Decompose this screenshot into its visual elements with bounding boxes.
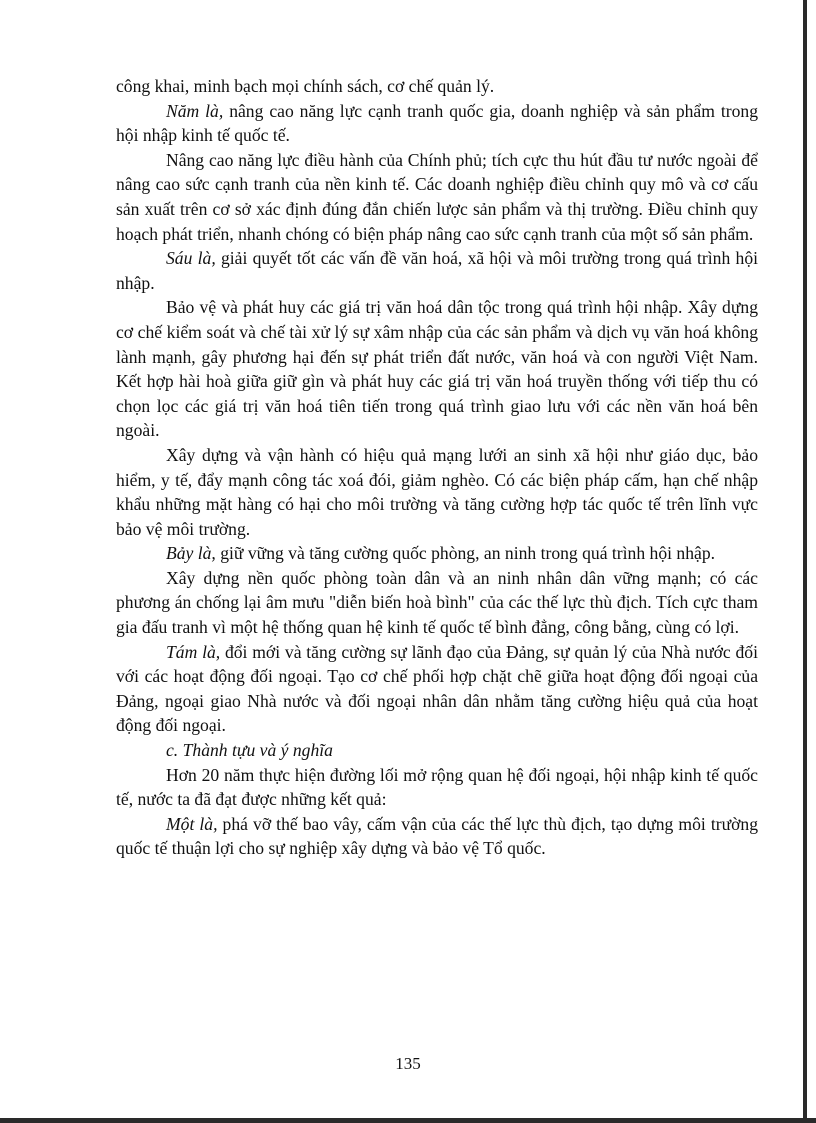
page-border-bottom: [0, 1118, 816, 1123]
paragraph: [116, 640, 758, 738]
paragraph-text: giải quyết tốt các vấn đề văn hoá, xã hội và môi trường trong quá trình hội nhập.: [116, 248, 758, 293]
page-number: 135: [395, 1054, 421, 1073]
paragraph-text: Hơn 20 năm thực hiện đường lối mở rộng quan hệ đối ngoại, hội nhập kinh tế quốc tế, nước ta đã đạt được những kết quả:: [116, 764, 758, 810]
paragraph-text: nâng cao năng lực cạnh tranh quốc gia, doanh nghiệp và sản phẩm trong hội nhập kinh tế quốc tế.: [116, 100, 758, 146]
paragraph-text: công khai, minh bạch mọi chính sách, cơ chế quản lý.: [116, 76, 495, 96]
page-border-right: [803, 0, 807, 1123]
paragraph: [116, 295, 758, 443]
paragraph: [116, 812, 758, 861]
paragraph-text: giữ vững và tăng cường quốc phòng, an ninh trong quá trình hội nhập.: [215, 543, 716, 564]
paragraph-text: đổi mới và tăng cường sự lãnh đạo của Đảng, sự quản lý của Nhà nước đối với các hoạt động đối ngoại. Tạo cơ chế phối hợp chặt chẽ giữa hoạt động đối ngoại của Đảng, ngoại giao Nhà nước và đối ngoại nhân dân nhằm tăng cường hiệu quả của hoạt động đối ngoại.: [116, 641, 758, 736]
document-body: [116, 74, 758, 861]
paragraph: [116, 74, 758, 99]
paragraph-lead: c. Thành tựu và ý nghĩa: [166, 740, 333, 761]
paragraph: [116, 763, 758, 812]
paragraph-text: Xây dựng và vận hành có hiệu quả mạng lưới an sinh xã hội như giáo dục, bảo hiểm, y tế, đẩy mạnh công tác xoá đói, giảm nghèo. Có các biện pháp cấm, hạn chế nhập khẩu những mặt hàng có hại cho môi trường và tăng cường hợp tác quốc tế trên lĩnh vực bảo vệ môi trường.: [116, 444, 758, 539]
paragraph-text: Nâng cao năng lực điều hành của Chính phủ; tích cực thu hút đầu tư nước ngoài để nâng cao sức cạnh tranh của nền kinh tế. Các doanh nghiệp điều chỉnh quy mô và cơ cấu sản xuất trên cơ sở xác định đúng đắn chiến lược sản phẩm và thị trường. Điều chỉnh quy hoạch phát triển, nhanh chóng có biện pháp nâng cao sức cạnh tranh của một số sản phẩm.: [116, 149, 758, 244]
paragraph: [116, 738, 758, 763]
paragraph-lead: Sáu là,: [166, 248, 216, 269]
paragraph-text: phá vỡ thế bao vây, cấm vận của các thế lực thù địch, tạo dựng môi trường quốc tế thuận lợi cho sự nghiệp xây dựng và bảo vệ Tổ quốc.: [116, 813, 759, 859]
paragraph: [116, 566, 758, 640]
paragraph: [116, 246, 758, 295]
paragraph-lead: Một là,: [166, 813, 218, 834]
paragraph: [116, 541, 758, 566]
paragraph-text: Xây dựng nền quốc phòng toàn dân và an ninh nhân dân vững mạnh; có các phương án chống lại âm mưu "diễn biến hoà bình" của các thế lực thù địch. Tích cực tham gia đấu tranh vì một hệ thống quan hệ kinh tế quốc tế bình đẳng, công bằng, cùng có lợi.: [116, 567, 758, 638]
paragraph-lead: Năm là,: [166, 100, 224, 121]
paragraph: [116, 99, 758, 148]
paragraph: [116, 443, 758, 541]
paragraph: [116, 148, 758, 246]
paragraph-text: Bảo vệ và phát huy các giá trị văn hoá dân tộc trong quá trình hội nhập. Xây dựng cơ chế kiểm soát và chế tài xử lý sự xâm nhập của các sản phẩm và dịch vụ văn hoá không lành mạnh, gây phương hại đến sự phát triển đất nước, văn hoá và con người Việt Nam. Kết hợp hài hoà giữa giữ gìn và phát huy các giá trị văn hoá truyền thống với tiếp thu có chọn lọc các giá trị văn hoá tiên tiến trong quá trình giao lưu với các nền văn hoá bên ngoài.: [116, 297, 758, 441]
paragraph-lead: Bảy là,: [166, 543, 216, 564]
paragraph-lead: Tám là,: [166, 641, 221, 662]
